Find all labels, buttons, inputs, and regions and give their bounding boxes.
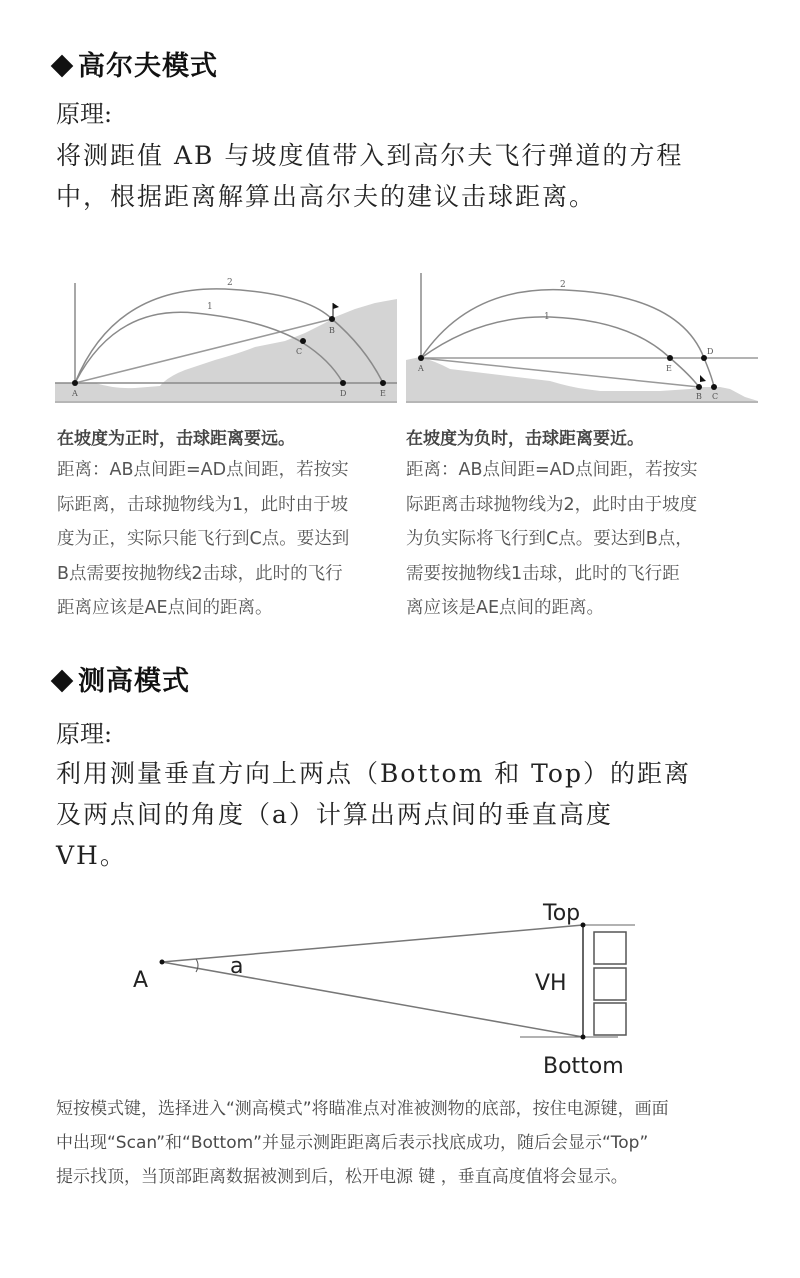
point-b: [329, 316, 335, 322]
caption-line: 离应该是AE点间的距离。: [406, 598, 605, 618]
label-d: D: [707, 347, 714, 356]
label-curve-1: 1: [207, 302, 213, 312]
label-e: E: [380, 389, 386, 398]
caption-line: 际距离，击球抛物线为1，此时由于坡: [57, 494, 349, 515]
sight-line-bottom: [162, 962, 583, 1037]
label-top: Top: [543, 901, 581, 926]
caption-line: 际距离击球抛物线为2，此时由于坡度: [406, 494, 698, 515]
label-vh: VH: [535, 971, 567, 996]
diamond-bullet-icon: [51, 55, 74, 78]
caption-heading: 在坡度为负时，击球距离要近。: [406, 429, 644, 449]
label-b: B: [329, 326, 335, 335]
label-curve-2: 2: [227, 278, 233, 288]
label-c: C: [712, 392, 719, 401]
height-principle-label: 原理:: [56, 720, 113, 748]
height-measurement-diagram: [120, 890, 680, 1080]
height-mode-title: [50, 659, 190, 698]
golf-negative-slope-diagram: [400, 265, 765, 410]
terrain-fill: [406, 357, 758, 403]
height-body-line: 及两点间的角度（a）计算出两点间的垂直高度: [56, 800, 613, 829]
point-c: [711, 384, 717, 390]
note-line: 提示找顶，当顶部距离数据被测到后，松开电源 键 ，垂直高度值将会显示。: [56, 1167, 628, 1187]
point-d: [340, 380, 346, 386]
label-a: A: [418, 364, 424, 373]
terrain-fill: [55, 299, 397, 403]
height-mode-instructions: [56, 1092, 796, 1194]
note-line: 短按模式键，选择进入“测高模式”将瞄准点对准被测物的底部，按住电源键，画面: [56, 1099, 669, 1119]
caption-line: 距离：AB点间距=AD点间距，若按实: [406, 460, 698, 480]
caption-body: [406, 453, 751, 626]
caption-line: B点需要按抛物线2击球，此时的飞行: [57, 563, 343, 584]
point-e: [380, 380, 386, 386]
building-block: [594, 1003, 626, 1035]
golf-mode-title: [50, 44, 218, 83]
caption-body: [57, 453, 402, 626]
height-body-line: 利用测量垂直方向上两点（Bottom 和 Top）的距离: [56, 759, 691, 788]
label-curve-1: 1: [544, 312, 550, 322]
point-a: [72, 380, 78, 386]
label-d: D: [340, 389, 347, 398]
golf-mode-title-text: 高尔夫模式: [78, 51, 218, 82]
point-a: [418, 355, 424, 361]
point-e: [667, 355, 673, 361]
caption-line: 度为正，实际只能飞行到C点。要达到: [57, 529, 350, 549]
point-top: [581, 923, 586, 928]
sight-line-top: [162, 925, 583, 962]
point-b: [696, 384, 702, 390]
label-curve-2: 2: [560, 280, 566, 290]
height-mode-title-text: 测高模式: [78, 666, 190, 697]
height-principle-body: [56, 753, 691, 876]
caption-line: 距离应该是AE点间的距离。: [57, 598, 273, 618]
label-bottom: Bottom: [543, 1054, 624, 1079]
flag-icon: [333, 303, 339, 309]
label-angle-a: a: [230, 954, 244, 979]
note-line: 中出现“Scan”和“Bottom”并显示测距距离后表示找底成功，随后会显示“Top”: [56, 1133, 649, 1153]
angle-arc: [196, 959, 198, 972]
golf-principle-label: 原理:: [56, 100, 113, 128]
building-block: [594, 932, 626, 964]
label-e: E: [666, 364, 672, 373]
flag-icon: [700, 375, 706, 382]
caption-negative-slope: [406, 424, 751, 626]
label-a: A: [133, 968, 149, 993]
label-b: B: [696, 392, 702, 401]
caption-positive-slope: [57, 424, 402, 626]
point-bottom: [581, 1035, 586, 1040]
caption-line: 需要按抛物线1击球，此时的飞行距: [406, 563, 680, 584]
golf-principle-body: [56, 135, 683, 217]
caption-heading: 在坡度为正时，击球距离要远。: [57, 429, 295, 449]
caption-line: 距离：AB点间距=AD点间距，若按实: [57, 460, 349, 480]
diamond-bullet-icon: [51, 670, 74, 693]
label-c: C: [296, 347, 303, 356]
building-block: [594, 968, 626, 1000]
label-a: A: [72, 389, 78, 398]
point-c: [300, 338, 306, 344]
golf-body-line: 中，根据距离解算出高尔夫的建议击球距离。: [56, 182, 597, 211]
golf-positive-slope-diagram: [55, 265, 405, 410]
height-body-line: VH。: [56, 841, 127, 870]
caption-line: 为负实际将飞行到C点。要达到B点，: [406, 529, 693, 549]
point-a: [160, 960, 165, 965]
golf-body-line: 将测距值 AB 与坡度值带入到高尔夫飞行弹道的方程: [56, 141, 684, 170]
